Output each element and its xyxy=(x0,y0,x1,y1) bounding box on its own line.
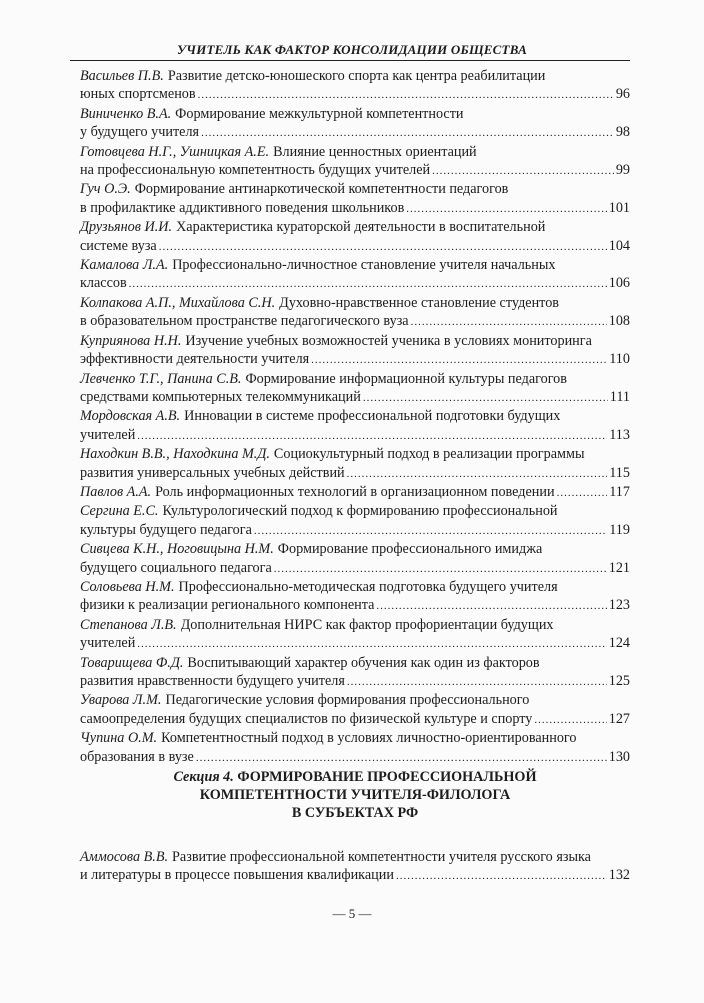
toc-title-line-1: Культурологический подход к формированию профессиональной xyxy=(162,503,558,520)
toc-entry-line-1 xyxy=(80,67,630,85)
dot-leader xyxy=(196,749,607,767)
toc-title-line-1: Компетентностный подход в условиях личностно-ориентированного xyxy=(161,730,577,747)
toc-entry-line-2 xyxy=(80,596,630,615)
toc-author: Камалова Л.А. xyxy=(80,257,169,274)
toc-entry-line-2 xyxy=(80,237,630,256)
toc-entry xyxy=(80,67,630,105)
toc-entry-line-2 xyxy=(80,388,630,407)
toc-entry-line-1 xyxy=(80,502,630,520)
toc-entry-line-2 xyxy=(80,426,630,445)
toc-title-line-2: в профилактике аддиктивного поведения школьников xyxy=(80,199,405,216)
toc-page-number: 132 xyxy=(608,867,630,884)
toc-entry-line-1 xyxy=(80,294,630,312)
section-table-of-contents xyxy=(80,848,630,886)
toc-entry xyxy=(80,218,630,256)
toc-page-number: 98 xyxy=(615,124,630,141)
toc-author: Друзьянов И.И. xyxy=(80,219,173,236)
dot-leader xyxy=(411,313,607,331)
toc-title-line-1: Профессионально-личностное становление учителя начальных xyxy=(172,257,556,274)
toc-page-number: 124 xyxy=(608,635,630,652)
toc-entry xyxy=(80,483,630,502)
toc-title-line-2: самоопределения будущих специалистов по физической культуре и спорту xyxy=(80,710,533,727)
dot-leader xyxy=(274,560,607,578)
toc-entry-line-1 xyxy=(80,540,630,558)
toc-page-number: 106 xyxy=(608,275,630,292)
toc-page-number: 123 xyxy=(608,597,630,614)
toc-page-number: 110 xyxy=(609,351,630,368)
running-header: УЧИТЕЛЬ КАК ФАКТОР КОНСОЛИДАЦИИ ОБЩЕСТВА xyxy=(177,42,527,57)
toc-title-line-1: Развитие профессиональной компетентности учителя русского языка xyxy=(172,849,591,865)
toc-entry-line-1 xyxy=(80,218,630,236)
toc-author: Аммосова В.В. xyxy=(80,849,169,865)
toc-entry xyxy=(80,256,630,294)
toc-page-number: 96 xyxy=(615,86,630,103)
dot-leader xyxy=(137,635,606,653)
toc-entry-line-1 xyxy=(80,483,630,502)
toc-page-number: 130 xyxy=(608,748,630,765)
dot-leader xyxy=(254,522,607,540)
toc-title-line-1: Педагогические условия формирования профессионального xyxy=(165,692,530,709)
toc-entry-line-1 xyxy=(80,105,630,123)
toc-entry-line-2 xyxy=(80,710,630,729)
toc-entry-line-1 xyxy=(80,407,630,425)
toc-title-line-1: Духовно-нравственное становление студентов xyxy=(279,294,559,311)
toc-entry-line-2 xyxy=(80,866,630,885)
toc-title-line-1: Роль информационных технологий в организационном поведении xyxy=(155,483,555,500)
toc-entry-line-1 xyxy=(80,654,630,672)
section-heading-line-1 xyxy=(80,768,630,786)
toc-entry xyxy=(80,143,630,181)
toc-title-line-1: Профессионально-методическая подготовка будущего учителя xyxy=(178,578,558,595)
toc-page-number: 119 xyxy=(609,521,630,538)
toc-entry-line-1 xyxy=(80,578,630,596)
toc-entry-line-1 xyxy=(80,180,630,198)
toc-entry-line-2 xyxy=(80,123,630,142)
toc-entry xyxy=(80,729,630,767)
toc-entry xyxy=(80,105,630,143)
toc-entry-line-2 xyxy=(80,85,630,104)
toc-title-line-2: у будущего учителя xyxy=(80,124,200,141)
dot-leader xyxy=(129,275,607,293)
toc-author: Колпакова А.П., Михайлова С.Н. xyxy=(80,294,276,311)
toc-entry-line-2 xyxy=(80,521,630,540)
toc-author: Готовцева Н.Г., Ушницкая А.Е. xyxy=(80,143,270,160)
dot-leader xyxy=(347,673,607,691)
toc-entry-line-1 xyxy=(80,848,630,866)
toc-author: Соловьева Н.М. xyxy=(80,578,175,595)
toc-entry xyxy=(80,691,630,729)
dot-leader xyxy=(396,867,607,885)
toc-title-line-2: средствами компьютерных телекоммуникаций xyxy=(80,388,361,405)
toc-title-line-2: культуры будущего педагога xyxy=(80,521,252,538)
toc-title-line-2: эффективности деятельности учителя xyxy=(80,351,310,368)
dot-leader xyxy=(363,389,608,407)
section-title-line-2: КОМПЕТЕНТНОСТИ УЧИТЕЛЯ-ФИЛОЛОГА xyxy=(199,787,511,803)
toc-title-line-2: физики к реализации регионального компонента xyxy=(80,597,375,614)
toc-entry-line-2 xyxy=(80,748,630,767)
toc-title-line-2: учителей xyxy=(80,426,136,443)
toc-page-number: 127 xyxy=(608,710,630,727)
toc-title-line-1: Воспитывающий характер обучения как один из факторов xyxy=(187,654,540,671)
toc-title-line-2: развития нравственности будущего учителя xyxy=(80,673,345,689)
toc-entry xyxy=(80,502,630,540)
toc-entry-line-2 xyxy=(80,312,630,331)
toc-title-line-2: классов xyxy=(80,275,127,292)
toc-author: Васильев П.В. xyxy=(80,68,164,84)
dot-leader xyxy=(137,427,607,445)
toc-page-number: 125 xyxy=(608,673,630,689)
toc-title-line-1: Инновации в системе профессиональной подготовки будущих xyxy=(184,408,561,425)
toc-author: Сивцева К.Н., Ноговицына Н.М. xyxy=(80,541,274,558)
toc-entry xyxy=(80,180,630,218)
toc-entry-line-2 xyxy=(80,274,630,293)
toc-entry xyxy=(80,370,630,408)
section-heading xyxy=(80,768,630,822)
toc-author: Товарищева Ф.Д. xyxy=(80,654,184,671)
toc-title-line-2: на профессиональную компетентность будущих учителей xyxy=(80,162,431,179)
dot-leader xyxy=(534,711,606,729)
toc-author: Сергина Е.С. xyxy=(80,503,159,520)
toc-page-number: 101 xyxy=(608,199,630,216)
toc-entry xyxy=(80,616,630,654)
dot-leader xyxy=(311,351,607,369)
toc-entry-line-1 xyxy=(80,143,630,161)
toc-entry-line-1 xyxy=(80,332,630,350)
toc-title-line-2: системе вуза xyxy=(80,237,157,254)
toc-entry-line-2 xyxy=(80,634,630,653)
toc-page-number: 117 xyxy=(609,483,630,500)
toc-author: Чупина О.М. xyxy=(80,730,158,747)
toc-author: Мордовская А.В. xyxy=(80,408,181,425)
toc-author: Уварова Л.М. xyxy=(80,692,162,709)
toc-title-line-2: учителей xyxy=(80,635,136,652)
toc-title-line-1: Формирование информационной культуры педагогов xyxy=(245,370,567,387)
toc-entry-line-2 xyxy=(80,672,630,691)
toc-title-line-1: Влияние ценностных ориентаций xyxy=(273,143,477,160)
header-rule xyxy=(70,60,630,61)
toc-entry xyxy=(80,848,630,886)
toc-title-line-1: Характеристика кураторской деятельности в воспитательной xyxy=(176,219,546,236)
toc-entry xyxy=(80,407,630,445)
toc-entry xyxy=(80,540,630,578)
toc-entry xyxy=(80,654,630,692)
toc-page-number: 111 xyxy=(609,388,630,405)
toc-entry xyxy=(80,294,630,332)
toc-page-number: 115 xyxy=(609,464,630,481)
toc-title-line-1: Формирование антинаркотической компетентности педагогов xyxy=(134,181,509,198)
toc-page-number: 99 xyxy=(615,162,630,179)
toc-page-number: 104 xyxy=(608,237,630,254)
toc-page-number: 121 xyxy=(608,559,630,576)
dot-leader xyxy=(347,465,608,483)
toc-entry-line-2 xyxy=(80,559,630,578)
dot-leader xyxy=(376,597,606,615)
toc-entry xyxy=(80,578,630,616)
toc-entry xyxy=(80,332,630,370)
toc-entry-line-1 xyxy=(80,370,630,388)
toc-entry-line-1 xyxy=(80,729,630,747)
toc-author: Находкин В.В., Находкина М.Д. xyxy=(80,446,270,463)
toc-entry-line-2 xyxy=(80,464,630,483)
toc-title-line-1: Социокультурный подход в реализации программы xyxy=(273,446,585,463)
toc-author: Степанова Л.В. xyxy=(80,616,177,633)
toc-entry-line-2 xyxy=(80,350,630,369)
toc-author: Куприянова Н.Н. xyxy=(80,332,182,349)
toc-entry-line-1 xyxy=(80,691,630,709)
page-number: — 5 — xyxy=(332,906,372,921)
toc-title-line-2: образования в вузе xyxy=(80,748,194,765)
section-label: Секция 4. xyxy=(173,769,234,785)
toc-title-line-1: Развитие детско-юношеского спорта как центра реабилитации xyxy=(167,68,546,84)
toc-title-line-1: Изучение учебных возможностей ученика в условиях мониторинга xyxy=(185,332,592,349)
toc-entry-line-2 xyxy=(80,161,630,180)
table-of-contents xyxy=(80,67,630,767)
toc-entry xyxy=(80,445,630,483)
toc-title-line-2: будущего социального педагога xyxy=(80,559,272,576)
dot-leader xyxy=(201,124,614,142)
dot-leader xyxy=(406,200,606,218)
toc-entry-line-1 xyxy=(80,445,630,463)
toc-entry-line-2 xyxy=(80,199,630,218)
toc-entry-line-1 xyxy=(80,616,630,634)
dot-leader xyxy=(198,86,614,104)
toc-entry-line-1 xyxy=(80,256,630,274)
toc-page-number: 108 xyxy=(608,313,630,330)
toc-title-line-1: Дополнительная НИРС как фактор профориентации будущих xyxy=(180,616,554,633)
toc-author: Павлов А.А. xyxy=(80,483,152,500)
toc-title-line-1: Формирование межкультурной компетентности xyxy=(175,105,464,122)
toc-author: Виниченко В.А. xyxy=(80,105,172,122)
section-title-line-1: ФОРМИРОВАНИЕ ПРОФЕССИОНАЛЬНОЙ xyxy=(237,769,537,785)
toc-author: Гуч О.Э. xyxy=(80,181,131,198)
dot-leader xyxy=(557,484,608,502)
toc-title-line-1: Формирование профессионального имиджа xyxy=(277,541,543,558)
dot-leader xyxy=(159,238,607,256)
toc-title-line-2: и литературы в процессе повышения квалификации xyxy=(80,867,394,884)
section-title-line-3: В СУБЪЕКТАХ РФ xyxy=(291,805,419,821)
toc-author: Левченко Т.Г., Панина С.В. xyxy=(80,370,242,387)
dot-leader xyxy=(432,162,614,180)
toc-title-line-2: в образовательном пространстве педагогического вуза xyxy=(80,313,409,330)
toc-page-number: 113 xyxy=(609,426,630,443)
toc-title-line-2: развития универсальных учебных действий xyxy=(80,464,345,481)
toc-title-line-2: юных спортсменов xyxy=(80,86,196,103)
